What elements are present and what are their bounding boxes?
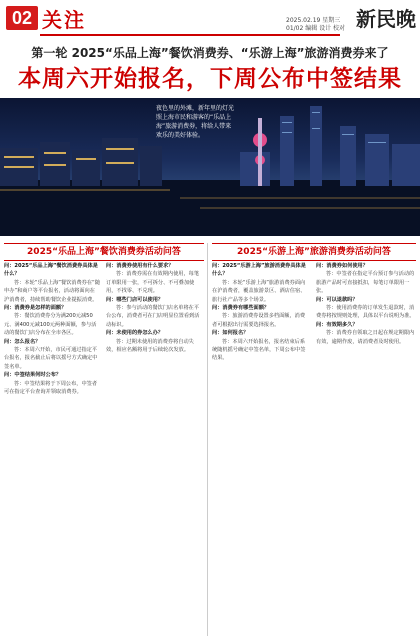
photo-caption: 夜色里的外滩，新年里的灯光照上海市民和游客的“乐品上海”旅游消费券，将给人带来欢乐的美好体验。 (156, 105, 235, 139)
main-headline: 本周六开始报名，下周公布中签结果 (18, 65, 402, 92)
qa-answer: 答：本轮“乐游上海”旅游消费券面向在沪消费者，覆盖旅游景区、酒店住宿、旅行社产品等多个场景。 (212, 279, 306, 303)
qa-question: 问：消费券使用有什么要求？ (106, 263, 174, 269)
qa-question: 问：中签结果何时公布？ (4, 372, 62, 379)
food-coupon-qa-banner: 2025“乐品上海”餐饮消费券活动问答 (4, 243, 204, 261)
qa-question: 问：消费券有哪些面额？ (212, 305, 270, 312)
kicker-headline: 第一轮 2025“乐品上海”餐饮消费券、“乐游上海”旅游消费券来了 (31, 46, 389, 60)
issue-editors: 01/02 编辑 设计 校对 (286, 25, 346, 32)
header-rule (40, 34, 340, 36)
qa-answer: 答：过期未使用的消费券将自动失效，相应名额将用于后续轮次发放。 (106, 338, 194, 354)
issue-meta (286, 17, 345, 33)
travel-coupon-qa-banner: 2025“乐游上海”旅游消费券活动问答 (212, 243, 416, 261)
article-column-2 (106, 262, 202, 636)
qa-question: 问：如何报名？ (212, 330, 249, 337)
qa-answer: 答：消费券需在有效期内使用，每笔订单限用一张，不可拆分、不可叠加使用，不找零、不兑现。 (106, 271, 200, 295)
qa-question: 问：2025“乐品上海”餐饮消费券具体是什么？ (4, 263, 98, 278)
qa-answer: 答：使用消费券的订单发生退款时，消费券将按规则处理，具体以平台说明为准。 (316, 305, 415, 320)
qa-question: 问：未使用的券怎么办？ (106, 330, 164, 337)
qa-answer: 答：本周六开始，市民可通过指定平台报名，报名截止后将以摇号方式确定中签名单。 (4, 347, 98, 370)
qa-answer: 答：旅游消费券设置多档面额，消费者可根据出行需要选择报名。 (212, 313, 306, 328)
article-column-3 (212, 262, 310, 636)
qa-question: 问：哪些门店可以使用？ (106, 296, 164, 303)
section-name: 关注 (42, 8, 86, 32)
column-divider (207, 243, 208, 636)
qa-question: 问：有效期多久？ (316, 321, 358, 328)
qa-answer: 答：中签者在指定平台预订参与活动的旅游产品时可直接抵扣，每笔订单限用一张。 (316, 271, 415, 295)
article-column-4 (316, 262, 416, 636)
qa-answer: 答：餐饮消费券分为满200元减50元、满400元减100元两种面额，参与活动的餐饮门店分布在全市各区。 (4, 313, 97, 337)
qa-answer: 答：参与活动的餐饮门店名单将在平台公布，消费者可在门店明显位置看到活动标识。 (106, 305, 200, 328)
article-column-1 (4, 262, 100, 636)
qa-question: 问：怎么报名？ (4, 338, 41, 345)
qa-answer: 答：中签结果将于下周公布，中签者可在指定平台查询并领取消费券。 (4, 380, 98, 396)
qa-question: 问：可以退款吗？ (316, 296, 358, 303)
qa-question: 问：消费券是怎样的面额？ (4, 305, 67, 312)
qa-question: 问：2025“乐游上海”旅游消费券具体是什么？ (212, 263, 306, 278)
qa-answer: 答：消费券自领取之日起在规定期限内有效，逾期作废，请消费者及时使用。 (316, 330, 415, 345)
page-header (0, 0, 420, 44)
section-number: 02 (6, 6, 38, 30)
qa-answer: 答：本轮“乐品上海”餐饮消费券在“随申办”和商户等平台报名，活动将面向在沪消费者，持续帮助餐饮企业提振消费。 (4, 279, 100, 303)
newspaper-logo: 新民晚 (356, 7, 416, 31)
issue-date: 2025.02.19 星期三 (286, 17, 341, 24)
qa-question: 问：消费券如何使用？ (316, 263, 368, 269)
qa-answer: 答：本周六开始报名，报名结束后系统随机摇号确定中签名单，下周公布中签结果。 (212, 338, 306, 362)
